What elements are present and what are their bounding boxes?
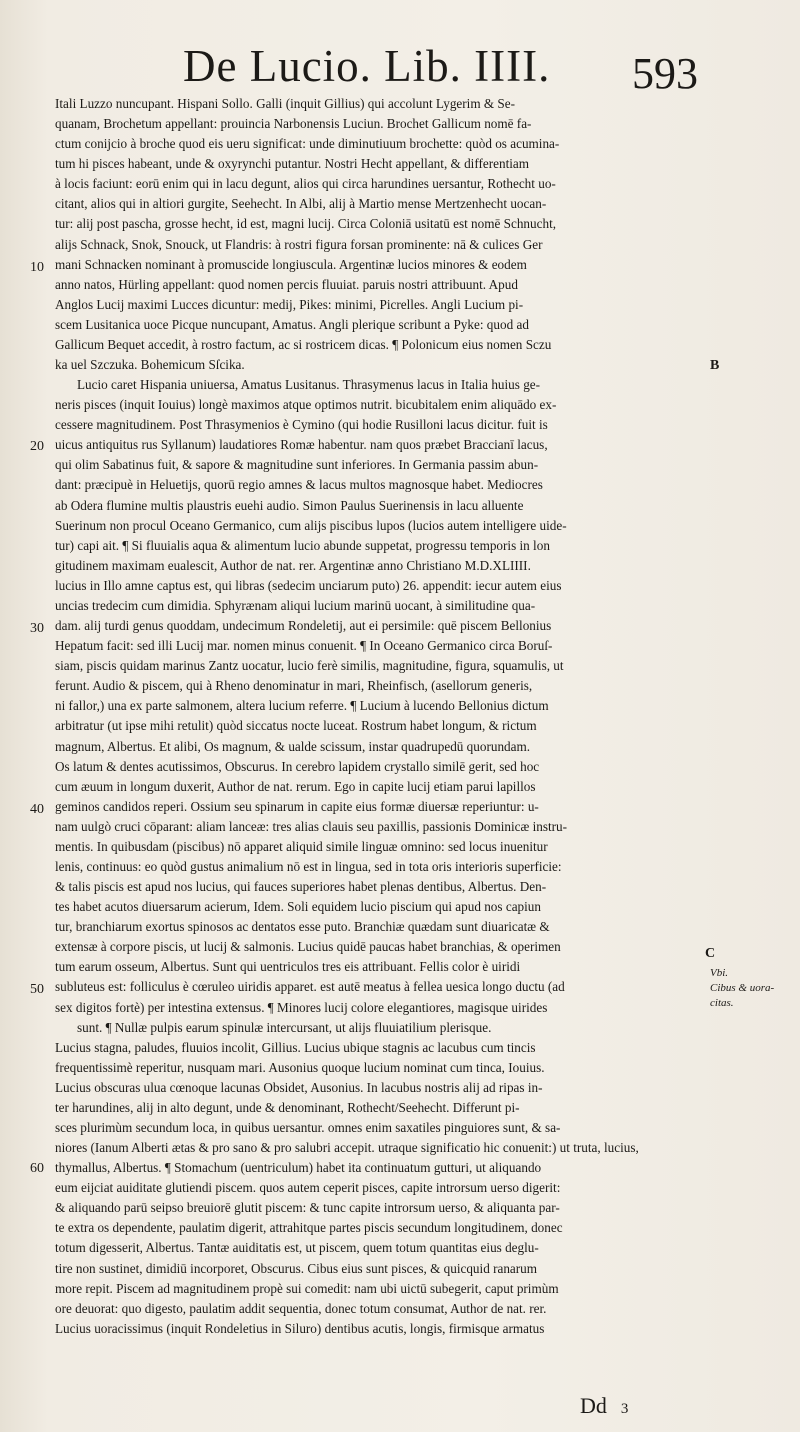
text-line: lenis, continuus: eo quòd gustus animalium nō est in lingua, sed in tota oris interioris superficie:: [55, 858, 562, 874]
text-line: uicus antiquitus rus Syllanum) laudatiores Romæ habentur. nam quos præbet Braccianī lacus,: [55, 437, 548, 453]
side-note: [710, 966, 790, 1011]
text-line: thymallus, Albertus. ¶ Stomachum (uentriculum) habet ita continuatum gutturi, ut aliquando: [55, 1160, 542, 1176]
text-line: citant, alios qui in altiori gurgite, Seehecht. In Albi, alij à Martio mense Mertzenhecht uocan-: [55, 196, 547, 212]
text-line: geminos candidos reperi. Ossium seu spinarum in capite eius formæ diuersæ reperiuntur: u-: [55, 798, 539, 814]
running-title: De Lucio. Lib. IIII.: [183, 41, 551, 91]
margin-letter-c: C: [705, 946, 716, 961]
line-number-20: 20: [30, 439, 44, 454]
printer-signature: [580, 1393, 628, 1419]
text-line: tur) capi ait. ¶ Si fluuialis aqua & alimentum lucio abunde suppetat, progressu temporis in lon: [55, 537, 550, 553]
text-line: tire non sustinet, dimidiū incorporet, Obscurus. Cibus eius sunt pisces, & quicquid ranarum: [55, 1260, 538, 1276]
page-number: 593: [632, 49, 698, 98]
side-note-line: Vbi.: [710, 967, 729, 979]
margin-letter-b: B: [710, 358, 720, 373]
line-number-60: 60: [30, 1161, 44, 1176]
text-line: à locis faciunt: eorū enim qui in lacu degunt, alios qui circa harundines uersantur, Rothecht uo-: [55, 176, 556, 192]
text-line: ter harundines, alij in alto degunt, unde & denominant, Rothecht/Seehecht. Differunt pi-: [55, 1099, 520, 1115]
text-line: Lucius stagna, paludes, fluuios incolit, Gillius. Lucius ubique stagnis ac lacubus cum tincis: [55, 1039, 536, 1055]
text-line: subluteus est: folliculus è cœruleo uiridis apparet. est autē meatus à fellea uesica longo ductu (ad: [55, 979, 565, 995]
bleed-through-text: [735, 570, 795, 690]
text-line: cessere magnitudinem. Post Thrasymenios è Cymino (qui hodie Rusilloni lacus dicitur. fuit is: [55, 417, 548, 433]
text-line: frequentissimè reperitur, nusquam mari. Ausonius quoque lucium nominat cum tinca, Iouius.: [55, 1059, 545, 1075]
text-line: Hepatum facit: sed illi Lucij mar. nomen minus conuenit. ¶ In Oceano Germanico circa Boruſ-: [55, 638, 553, 654]
text-line: tum hi pisces habeant, unde & oxyrynchi putantur. Nostri Hecht appellant, & differentiam: [55, 156, 530, 172]
body-text: [55, 94, 697, 1339]
text-line: Itali Luzzo nuncupant. Hispani Sollo. Galli (inquit Gillius) qui accolunt Lygerim & Se-: [55, 96, 516, 111]
line-number-50: 50: [30, 982, 44, 997]
text-line: tur, branchiarum exortus spinosos ac dentatos esse puto. Branchiæ quædam sunt diuaricatæ &: [55, 919, 550, 935]
text-line: scem Lusitanica uoce Picque nuncupant, Amatus. Angli plerique scribunt a Pyke: quod ad: [55, 316, 529, 332]
side-note-line: citas.: [710, 997, 734, 1009]
text-line: ferunt. Audio & piscem, qui à Rheno denominatur in mari, Rheinfisch, (asellorum generis,: [55, 678, 533, 694]
text-line: magnum, Albertus. Et alibi, Os magnum, & ualde scissum, instar quadrupedū quorundam.: [55, 738, 531, 754]
text-line: totum digesserit, Albertus. Tantæ auiditatis est, ut piscem, quem totum quantitas eius deglu-: [55, 1240, 539, 1256]
page-header: [0, 40, 800, 100]
line-number-10: 10: [30, 260, 44, 275]
text-line: Anglos Lucij maximi Lucces dicuntur: medij, Pikes: minimi, Picrelles. Angli Lucium pi-: [55, 296, 524, 312]
text-line: te extra os dependente, paulatim digerit, attrahitque partes piscis secundum longitudinem, donec: [55, 1220, 563, 1236]
text-line: Os latum & dentes acutissimos, Obscurus. In cerebro lapidem crystallo similē gerit, sed hoc: [55, 758, 540, 774]
text-line: ka uel Szczuka. Bohemicum Sſcika.: [55, 357, 245, 373]
text-line: ni fallor,) una ex parte salmonem, altera lucium referre. ¶ Lucium à lucendo Bellonius dictum: [55, 698, 549, 714]
text-line: nam uulgò cruci cōparant: aliam lanceæ: tres alias clauis seu paxillis, passionis Dominicæ instru-: [55, 818, 567, 834]
text-line: ctum conijcio à broche quod eis ueru significat: unde diminutiuum brochette: quòd os acumina-: [55, 136, 560, 152]
line-number-40: 40: [30, 802, 44, 817]
text-line: siam, piscis quidam marinus Zantz uocatur, lucio ferè similis, magnitudine, figura, squamulis, ut: [55, 658, 564, 674]
text-line: dam. alij turdi genus quoddam, undecimum Rondeletij, aut ei persimile: quē piscem Bellonius: [55, 618, 552, 634]
line-number-30: 30: [30, 621, 44, 636]
signature-mark: Dd: [580, 1393, 607, 1418]
text-line: sunt. ¶ Nullæ pulpis earum spinulæ intercursant, ut alijs fluuiatilium plerisque.: [77, 1019, 492, 1035]
text-line: Suerinum non procul Oceano Germanico, cum alijs piscibus lupos (lucios autem intelligere uide-: [55, 517, 567, 533]
text-line: more repit. Piscem ad magnitudinem propè sui comedit: nam ubi uictū subegerit, caput primùm: [55, 1280, 559, 1296]
text-line: neris pisces (inquit Iouius) longè maximos atque optimos nutrit. bicubitalem enim aliquādo ex-: [55, 397, 557, 413]
text-line: uncias tredecim cum dimidia. Sphyrænam aliqui lucium marinū uocant, à similitudine qua-: [55, 597, 536, 613]
text-line: eum eijciat auiditate glutiendi piscem. quos autem ceperit pisces, capite introrsum uerso digerit:: [55, 1180, 561, 1196]
text-line: Lucio caret Hispania uniuersa, Amatus Lusitanus. Thrasymenus lacus in Italia huius ge-: [77, 377, 541, 393]
text-line: & aliquando parū seipso breuiorē glutit piscem: & tunc capite introrsum uerso, & aliquanta par-: [55, 1200, 560, 1216]
text-line: Lucius obscuras ulua cœnoque lacunas Obsidet, Ausonius. In lacubus nostris alij ad ripas in-: [55, 1079, 543, 1095]
text-line: alijs Schnack, Snok, Snouck, ut Flandris: à rostri figura forsan prominente: nā & culices Ger: [55, 236, 543, 252]
signature-number: 3: [620, 1401, 629, 1417]
text-line: mentis. In quibusdam (piscibus) nō apparet aliquid simile linguæ omnino: sed locus inuenitur: [55, 838, 548, 854]
text-line: ore deuorat: quo digesto, paulatim addit sequentia, donec totum consumat, Author de nat. rer.: [55, 1300, 547, 1316]
text-line: gitudinem maximam eualescit, Author de nat. rer. Argentinæ anno Christiano M.D.XLIIII.: [55, 557, 531, 573]
text-line: ab Odera flumine multis plaustris euehi audio. Simon Paulus Suerinensis in lacu alluente: [55, 497, 524, 513]
text-line: cum æuum in longum duxerit, Author de nat. rerum. Ego in capite lucij etiam parui lapillos: [55, 778, 536, 794]
text-line: quanam, Brochetum appellant: prouincia Narbonensis Luciun. Brochet Gallicum nomē fa-: [55, 116, 532, 132]
text-line: Lucius uoracissimus (inquit Rondeletius in Siluro) dentibus acutis, longis, firmisque armatus: [55, 1320, 545, 1336]
side-note-line: Cibus & uora-: [710, 982, 775, 994]
text-line: extensæ à corpore piscis, ut lucij & salmonis. Lucius quidē paucas habet branchias, & operimen: [55, 939, 561, 955]
text-line: mani Schnacken nominant à promuscide longiuscula. Argentinæ lucios minores & eodem: [55, 256, 527, 272]
text-line: anno natos, Hürling appellant: quod nomen percis fluuiat. paruis nostri attribuunt. Apud: [55, 276, 518, 292]
text-line: arbitratur (ut ipse mihi retulit) quòd siccatus nocte luceat. Rostrum habet longum, & rictum: [55, 718, 537, 734]
text-line: Gallicum Bequet accedit, à rostro factum, ac si rostricem dicas. ¶ Polonicum eius nomen Sczu: [55, 336, 552, 352]
text-line: dant: præcipuè in Heluetijs, quorū regio amnes & lacus multos magnosque habet. Mediocres: [55, 477, 543, 493]
text-line: tum earum osseum, Albertus. Sunt qui uentriculos tres eis attribuant. Fellis color è uiridi: [55, 959, 521, 975]
text-line: sex digitos fortè) per intestina extensus. ¶ Minores lucij colore elegantiores, magisque uirides: [55, 999, 548, 1015]
text-line: lucius in Illo amne captus est, qui libras (sedecim unciarum puto) 26. appendit: iecur autem eius: [55, 577, 562, 593]
text-line: tes habet acutos diuersarum acierum, Idem. Soli equidem lucio piscium qui apud nos capiun: [55, 899, 541, 915]
text-line: qui olim Sabatinus fuit, & sapore & magnitudine sunt inferiores. In Germania passim abun-: [55, 457, 539, 473]
text-line: niores (Ianum Alberti ætas & pro sano & pro salubri accepit. utraque significatio hic conuenit:) ut truta, lucius,: [55, 1140, 639, 1156]
text-line: sces plurimùm secundum loca, in quibus uersantur. omnes enim saxatiles pinguiores sunt, & sa-: [55, 1119, 561, 1135]
text-line: & talis piscis est apud nos lucius, qui fauces superiores habet plenas dentibus, Albertus. Den-: [55, 879, 547, 895]
text-line: tur: alij post pascha, grosse hecht, id est, magni lucij. Circa Coloniā usitatū est nomē Schnucht,: [55, 216, 557, 232]
